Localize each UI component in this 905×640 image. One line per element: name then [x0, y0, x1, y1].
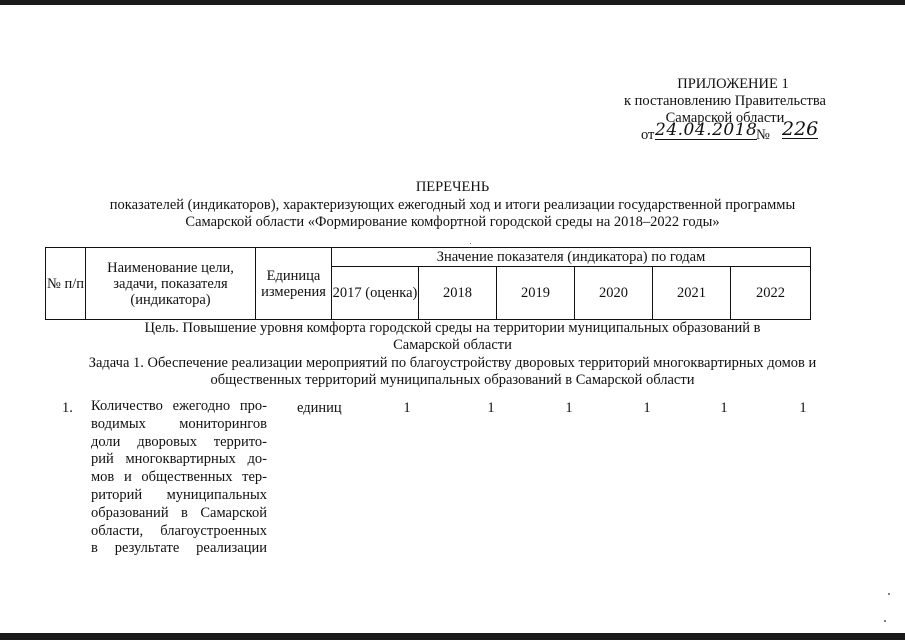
- row-description-line: мов и общественных тер-: [91, 469, 267, 486]
- row-description-line: водимых мониторингов: [91, 415, 267, 432]
- row-unit: единиц: [297, 400, 342, 416]
- header-year: 2017 (оценка): [332, 267, 419, 320]
- header-year: 2019: [497, 267, 575, 320]
- indicators-table-header: [45, 247, 811, 320]
- header-name: Наименование цели, задачи, показателя (индикатора): [86, 248, 256, 320]
- date-prefix: от: [641, 127, 655, 143]
- scan-bottom-edge: [0, 633, 905, 640]
- document-title: ПЕРЕЧЕНЬ: [415, 179, 490, 195]
- row-description-line: риторий муниципальных: [91, 486, 267, 503]
- scan-speck: [884, 620, 886, 622]
- scan-speck: [470, 243, 471, 244]
- handwritten-number: 226: [782, 118, 819, 140]
- row-description-line: Количество ежегодно про-: [91, 398, 267, 414]
- appendix-line-2: Самарской области: [665, 110, 785, 126]
- row-value: 1: [799, 400, 807, 416]
- row-description-line: в результате реализации: [91, 540, 267, 557]
- row-value: 1: [487, 400, 495, 416]
- row-description-line: доли дворовых террито-: [91, 433, 267, 450]
- scan-top-edge: [0, 0, 905, 5]
- header-unit: Единица измерения: [256, 248, 332, 320]
- row-description: [91, 398, 267, 558]
- row-value: 1: [643, 400, 651, 416]
- goal-line-1: Цель. Повышение уровня комфорта городской среды на территории муниципальных образований в: [144, 320, 761, 336]
- row-description-line: рий многоквартирных до-: [91, 451, 267, 468]
- header-values-by-year: Значение показателя (индикатора) по годам: [332, 248, 811, 267]
- row-description-line: образований в Самарской: [91, 504, 267, 521]
- handwritten-date: 24.04.2018: [655, 120, 758, 140]
- number-sign: №: [756, 127, 770, 143]
- document-subtitle-line-1: показателей (индикаторов), характеризующих ежегодный ход и итоги реализации государственной программы: [109, 197, 796, 213]
- row-value: 1: [565, 400, 573, 416]
- appendix-line-1: к постановлению Правительства: [624, 93, 826, 109]
- document-subtitle-line-2: Самарской области «Формирование комфортной городской среды на 2018–2022 годы»: [185, 214, 720, 230]
- header-year: 2020: [575, 267, 653, 320]
- header-year: 2021: [653, 267, 731, 320]
- task-line-1: Задача 1. Обеспечение реализации мероприятий по благоустройству дворовых территорий многоквартирных домов и: [88, 355, 817, 371]
- task-line-2: общественных территорий муниципальных образований в Самарской области: [210, 372, 695, 388]
- row-description-line: области, благоустроенных: [91, 522, 267, 539]
- appendix-block: [560, 76, 890, 149]
- header-year: 2018: [419, 267, 497, 320]
- header-year: 2022: [731, 267, 811, 320]
- row-value: 1: [403, 400, 411, 416]
- goal-line-2: Самарской области: [393, 337, 512, 353]
- row-value: 1: [720, 400, 728, 416]
- appendix-title: ПРИЛОЖЕНИЕ 1: [677, 76, 789, 92]
- row-number: 1.: [62, 400, 73, 416]
- header-number: № п/п: [46, 248, 86, 320]
- scan-speck: [888, 593, 890, 595]
